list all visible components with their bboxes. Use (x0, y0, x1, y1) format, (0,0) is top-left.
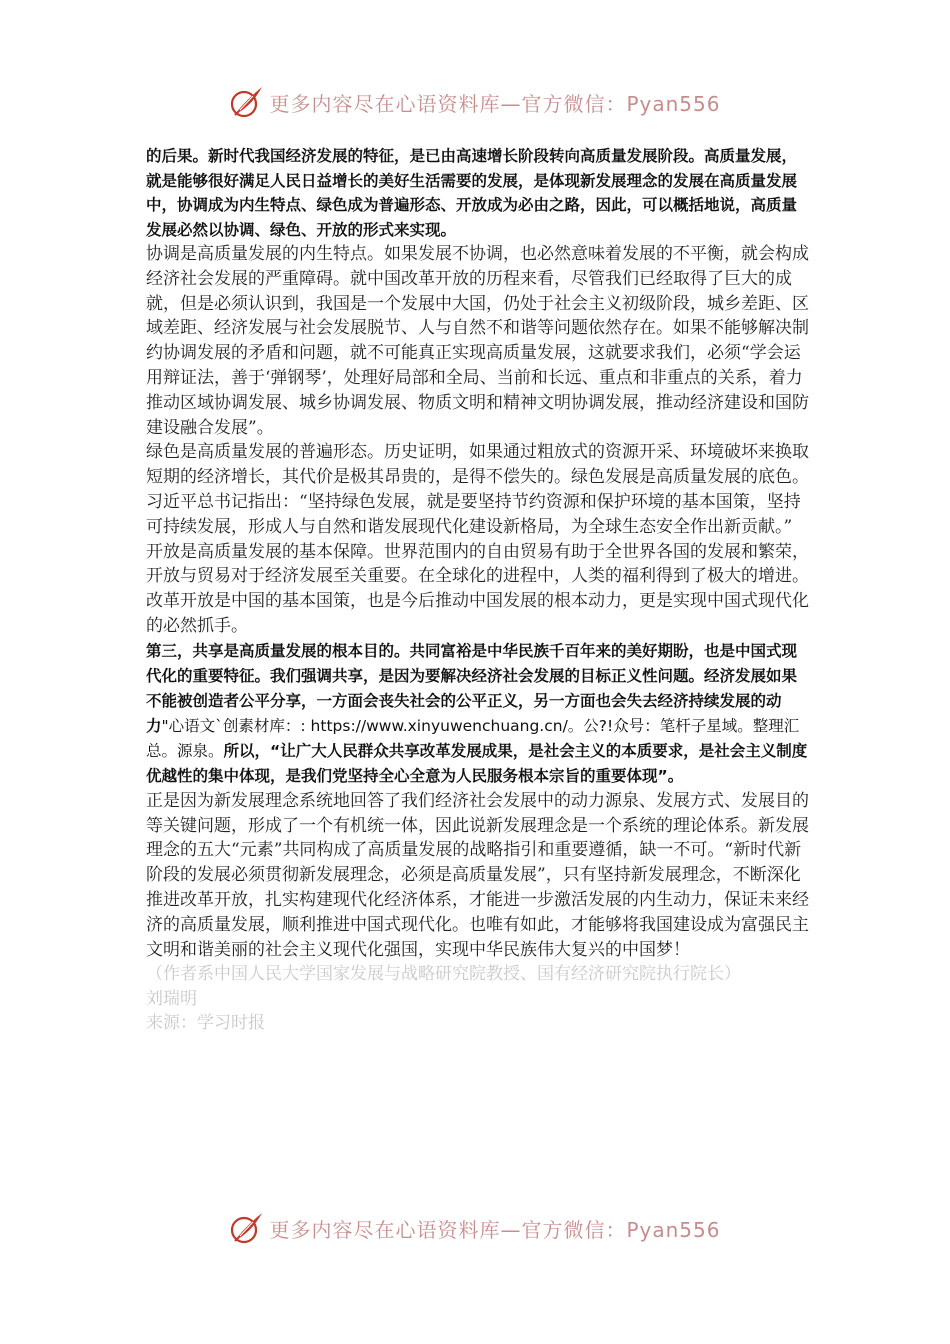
author-note: （作者系中国人民大学国家发展与战略研究院教授、国有经济研究院执行院长） (146, 964, 741, 985)
footer-banner-text: 更多内容尽在心语资料库—官方微信：Pyan556 (269, 1217, 721, 1242)
paragraph-openness: 开放是高质量发展的基本保障。世界范围内的自由贸易有助于全世界各国的发展和繁荣，开放与贸易对于经济发展至关重要。在全球化的进程中，人类的福利得到了极大的增进。改革开放是中国的基本国策，也是今后推动中国发展的根本动力，更是实现中国式现代化的必然抓手。 (146, 541, 809, 636)
quill-logo-icon (229, 84, 265, 120)
paragraph-sharing-part-a: 第三，共享是高质量发展的根本目的。共同富裕是中华民族千百年来的美好期盼，也是中国式现代化的重要特征。我们强调共享，是因为要解决经济社会发展的目标正义性问题。经济发展如果不能被创造者公平分享，一方面会丧失社会的公平正义，另一方面也会失去经济持续发展的动力 (146, 641, 798, 735)
paragraph-high-quality-development: 的后果。新时代我国经济发展的特征，是已由高速增长阶段转向高质量发展阶段。高质量发展，就是能够很好满足人民日益增长的美好生活需要的发展，是体现新发展理念的发展在高质量发展中，协调成为内生特点、绿色成为普遍形态、开放成为必由之路，因此，可以概括地说，高质量发展必然以协调、绿色、开放的形式来实现。 (146, 147, 798, 239)
paragraph-sharing-part-c: 所以，“让广大人民群众共享改革发展成果，是社会主义的本质要求，是社会主义制度优越性的集中体现，是我们党坚持全心全意为人民服务根本宗旨的重要体现”。 (146, 741, 808, 785)
paragraph-green: 绿色是高质量发展的普遍形态。历史证明，如果通过粗放式的资源开采、环境破坏来换取短期的经济增长，其代价是极其昂贵的，是得不偿失的。绿色发展是高质量发展的底色。习近平总书记指出：“坚持绿色发展，就是要坚持节约资源和保护环境的基本国策，坚持可持续发展，形成人与自然和谐发展现代化建设新格局，为全球生态安全作出新贡献。” (146, 442, 809, 537)
paragraph-coordination: 协调是高质量发展的内生特点。如果发展不协调，也必然意味着发展的不平衡，就会构成经济社会发展的严重障碍。就中国改革开放的历程来看，尽管我们已经取得了巨大的成就，但是必须认识到，我国是一个发展中大国，仍处于社会主义初级阶段，城乡差距、区域差距、经济发展与社会发展脱节、人与自然不和谐等问题依然存在。如果不能够解决制约协调发展的矛盾和问题，就不可能真正实现高质量发展，这就要求我们，必须“学会运用辩证法，善于‘弹钢琴’，处理好局部和全局、当前和长远、重点和非重点的关系，着力推动区域协调发展、城乡协调发展、物质文明和精神文明协调发展，推动经济建设和国防建设融合发展”。 (146, 244, 809, 438)
article-body (146, 144, 810, 1036)
paragraph-conclusion: 正是因为新发展理念系统地回答了我们经济社会发展中的动力源泉、发展方式、发展目的等关键问题，形成了一个有机统一体，因此说新发展理念是一个系统的理论体系。新发展理念的五大“元素”共同构成了高质量发展的战略指引和重要遵循，缺一不可。“新时代新阶段的发展必须贯彻新发展理念，必须是高质量发展”，只有坚持新发展理念，不断深化推进改革开放，扎实构建现代化经济体系，才能进一步激活发展的内生动力，保证未来经济的高质量发展，顺利推进中国式现代化。也唯有如此，才能够将我国建设成为富强民主文明和谐美丽的社会主义现代化强国，实现中华民族伟大复兴的中国梦！ (146, 790, 809, 960)
source-line: 来源：学习时报 (146, 1013, 265, 1034)
quill-logo-icon (229, 1210, 265, 1246)
header-banner-text: 更多内容尽在心语资料库—官方微信：Pyan556 (269, 91, 721, 116)
paragraph-sharing-watermark: "心语文`创素材库：: https://www.xinyuwenchuang.cn/。公?!众号：笔杆子星域。整理汇总。源泉。 (146, 716, 800, 760)
paragraph-sharing (146, 639, 810, 789)
author-name: 刘瑞明 (146, 988, 197, 1009)
footer-banner (0, 1208, 950, 1248)
header-banner (0, 82, 950, 122)
